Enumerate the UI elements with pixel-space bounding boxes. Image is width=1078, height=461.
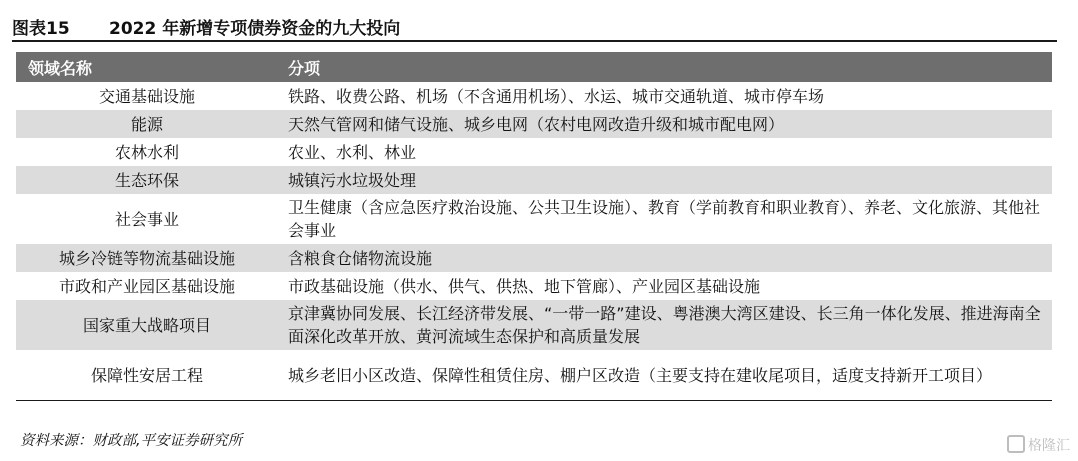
row-detail: 市政基础设施（供水、供气、供热、地下管廊）、产业园区基础设施 [288,276,761,296]
row-category: 能源 [16,110,278,138]
row-category: 农林水利 [114,142,179,162]
source-note: 资料来源：财政部,平安证券研究所 [20,433,243,449]
table-row [16,300,1052,350]
table-row [16,82,1052,110]
table-row [16,272,1052,300]
table-row [16,350,1052,401]
table-row [16,244,1052,272]
figure-title: 2022 年新增专项债券资金的九大投向 [109,19,401,39]
table-row [16,194,1052,244]
header-subitems: 分项 [278,52,1052,82]
watermark-text: 格隆汇 [1028,438,1070,454]
row-detail: 卫生健康（含应急医疗救治设施、公共卫生设施）、教育（学前教育和职业教育）、养老、文化旅游、其他社会事业 [288,198,1041,240]
row-category: 城乡冷链等物流基础设施 [16,244,278,272]
table-header-row [16,52,1052,82]
table-row [16,110,1052,138]
row-detail: 铁路、收费公路、机场（不含通用机场）、水运、城市交通轨道、城市停车场 [288,86,825,106]
row-category: 交通基础设施 [98,86,195,106]
row-category: 国家重大战略项目 [16,300,278,350]
row-category: 保障性安居工程 [16,350,278,401]
watermark [1007,435,1070,455]
table-row [16,166,1052,194]
row-detail: 农业、水利、林业 [288,142,417,162]
row-category: 市政和产业园区基础设施 [58,276,235,296]
table-row [16,138,1052,166]
row-detail: 含粮食仓储物流设施 [278,244,1052,272]
row-detail: 城乡老旧小区改造、保障性租赁住房、棚户区改造（主要支持在建收尾项目，适度支持新开工项目） [278,350,1052,401]
row-detail: 城镇污水垃圾处理 [278,166,1052,194]
row-category: 社会事业 [114,209,179,229]
row-detail: 京津冀协同发展、长江经济带发展、“一带一路”建设、粤港澳大湾区建设、长三角一体化发展、推进海南全面深化改革开放、黄河流域生态保护和高质量发展 [278,300,1052,350]
figure-number: 图表15 [12,19,70,39]
header-domain: 领域名称 [16,52,278,82]
watermark-logo-icon [1007,435,1025,453]
row-category: 生态环保 [16,166,278,194]
figure-title-bar [12,10,1057,42]
investment-table [16,52,1052,401]
row-detail: 天然气管网和储气设施、城乡电网（农村电网改造升级和城市配电网） [278,110,1052,138]
